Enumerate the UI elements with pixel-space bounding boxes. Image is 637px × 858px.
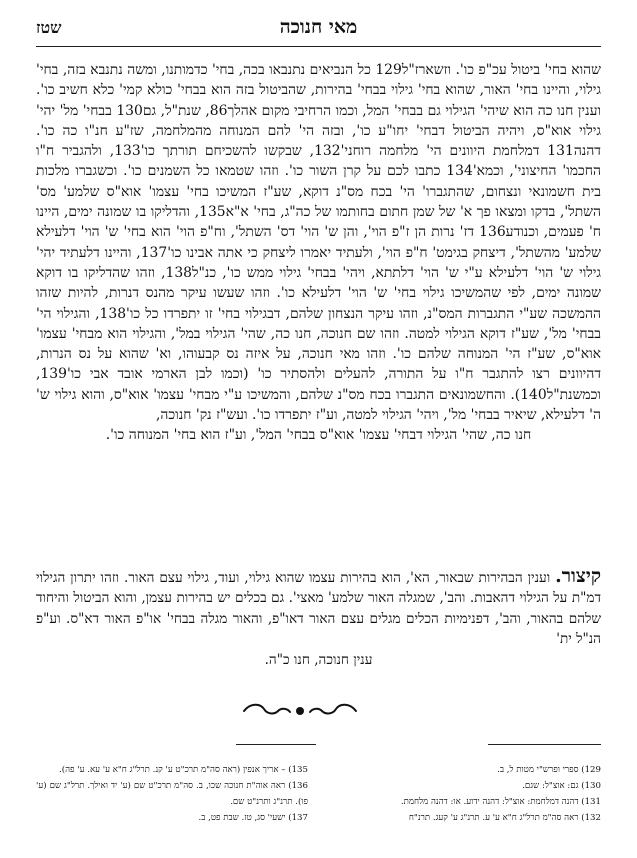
footnotes-right-column [329,762,601,826]
summary-keyword: קיצור. [555,565,602,587]
main-closing-line: חנו כה, שהי' הגילוי דבחי' עצמו' אוא"ס בבחי' המל', וע"ז הוא בחי' המנוחה כו'. [105,427,532,444]
running-title: מאי חנוכה [279,16,358,38]
summary-paragraph [36,566,601,650]
footnote-divider-left [236,744,316,745]
summary-text: וענין הבהירות שבאור, הא', הוא בהירות עצמו שהוא גילוי, ועוד, גילוי עצם האור. וזהו יתרון הגילוי דמ"ת על הגילוי דהאבות. והב', שמגלה האור שלמע' מאצי'. גם בכלים יש בהירות עצמן, והוא הביטול והיחוד שלהם בהאור, והב', דפנימיות הכלים מגלים עצם האור דאו"פ, והאור מגלה בבחי' או"פ האור דא"ס. וע"פ הנ"ל ית' [36,570,601,648]
page-number: שטז [36,18,62,37]
section-end-ornament [240,700,360,722]
main-text [36,60,601,446]
footnote: 131) דהנה דמלחמת: אוצ"ל: דהנה ידוע. או: דהנה מלחמת. [400,797,601,807]
footnote: 136) ראה אוה"ת חנוכה שכו, ב. סה"מ תרכ"ט שם (ע' יד ואילך. תרל"ג שם (ע' פו). תרנ"ג ותרנ"ט שם. [36,781,308,807]
footnote: 132) ראה סה"מ תרל"ג ח"א ע' ע. תרנ"ג ע' קעג. תרנ"ח [408,813,601,823]
summary-closing-line: ענין חנוכה, חנו כ"ה. [264,651,373,668]
main-paragraph: שהוא בחי' ביטול עכ"פ כו'. וזשארז"ל129 כל הנביאים נתנבאו בכה, בחי' כדמותנו, ומשה נתנבא בזה, בחי' גילוי, והיינו בחי' האור, שהוא בחי' גילוי בבחי' בהירות, שהביטול בזה הוא בבחי' כולא קמי' כלא חשיב כו'. וענין חנו כה הוא שיהי' הגילוי גם בבחי' המל, וכמו הרחיבי מקום אהלך86, שנת"ל, גם130 בבחי' מל' יהי' גילוי אוא"ס, ויהיה הביטול דבחי' יחו"ע כו', ובזה הי' להם המנוחה מהמלחמה, שז"ע חנ"ו כה כו'. דהנה131 דמלחמת היוונים הי' מלחמה רוחני'132, שבקשו להשכיחם תורתך כו'133, ולהגביר ח"ו החכמו' החיצוני', וכמא'134 כתבו לכם על קרן השור כו'. וזהו שטמאו כל השמנים כו'. וכשגברו מלכות בית חשמונאי ונצחום, שהתגברו' הי' בכח מס"נ דוקא, שע"ז המשיכו בחי' עצמו' אוא"ס שלמע' מס' השתל', בדקו ומצאו פך א' של שמן חתום בחותמו של כה"ג, בחי' א"א135, והדליקו בו שמונה ימים, היינו ח' פעמים, וכנודע136 דז' נרות הן ז"פ הוי', והן ש' הוי' דס' השתל', וח"פ הוי' הוא בחי' ש' הוי' דלעילא שלמע' מהשתל', דיצחק בגימט' ח"פ הוי', ולעתיד יאמרו ליצחק כי אתה אבינו כו'137, והיינו דלעתיד יהי' גילוי ש' הוי' דלעילא ע"י ש' הוי' דלתתא, ויהי' בבחי' גילוי ממש כו', כנ"ל138, וזהו שהדליקו בו דוקא שמונה ימים, לפי שהמשיכו גילוי בחי' ש' הוי' דלעילא כו'. וזהו שעשו עיקר מהנס דנרות, להיות שזהו ההמשכה שע"י התגברות המס"נ, וזהו עיקר הנצחון שלהם, דבגילוי בחי' זו יתפרדו כל כו'138, והגילוי הי' בבחי' מל', שע"ז דוקא הגילוי למטה. וזהו שם חנוכה, חנו כה, שהי' הגילוי במל', והגילוי הוא מבחי' עצמו' אוא"ס, שע"ז הי' המנוחה שלהם כו'. וזהו מאי חנוכה, על איזה נס קבעוהו, וא' שהוא על נס הנרות, דהיוונים רצו להתגבר ח"ו על התורה, להעלים ולהסתיר כו' (וכמו לבן הארמי אובד אבי כו'139, וכמשנת"ל140). והחשמונאים התגברו בכח מס"נ שלהם, והמשיכו ע"י מבחי' עצמו' אוא"ס, והוא גילוי ש' ה' דלעילא, שיאיר בבחי' מל', ויהי' הגילוי למטה, וע"ז יתפרדו כו'. ועש"ז נק' חנוכה, [36,62,602,424]
footnote: 135) – אריך אנפין (ראה סה"מ תרכ"ט ע' קנ. תרל"ג ח"א ע' עא. ע' פה). [59,765,308,775]
footnote: 130) גם: אוצ"ל: שגם. [522,781,601,791]
footnote: 129) ספרי ופרש"י מטות ל, ב. [497,765,601,775]
footnotes-left-column [36,762,308,826]
page-header [36,16,601,47]
footnote-divider-right [488,744,601,745]
footnote: 137) ישעי' סג, טז. שבת פט, ב. [198,813,308,823]
summary-section [36,566,601,670]
